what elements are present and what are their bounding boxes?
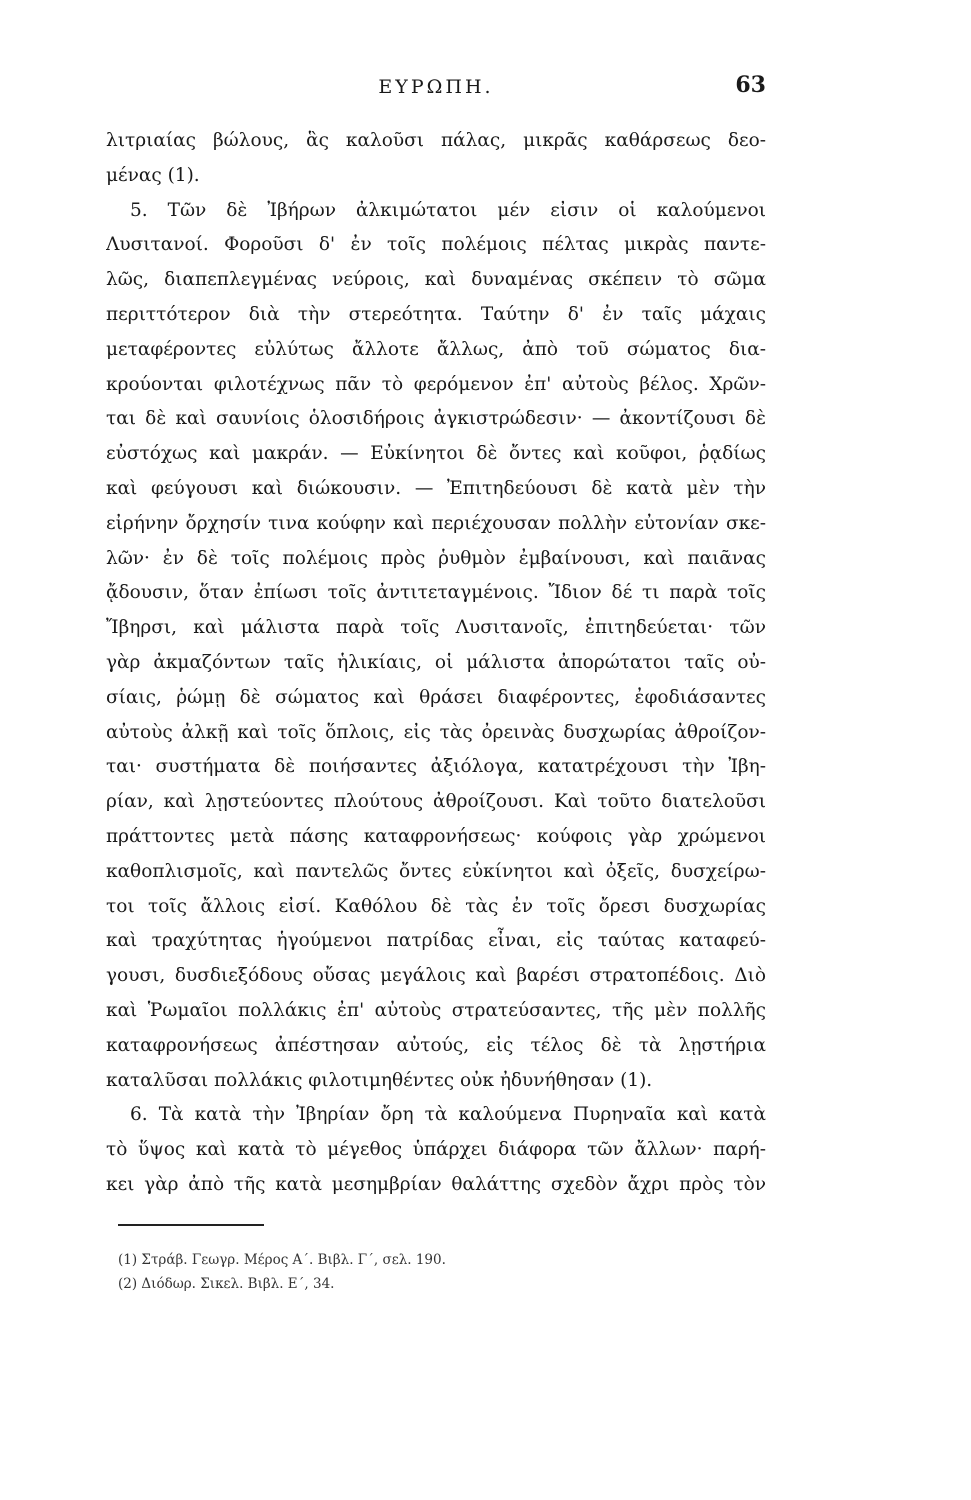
text-line: μεταφέροντες εὐλύτως ἄλλοτε ἄλλως, ἀπὸ τοῦ σώματος δια-	[106, 338, 766, 360]
page-number: 63	[735, 72, 766, 98]
text-line: τοι τοῖς ἄλλοις εἰσί. Καθόλου δὲ τὰς ἐν τοῖς ὄρεσι δυσχωρίας	[106, 895, 766, 917]
text-line: λῶς, διαπεπλεγμένας νεύροις, καὶ δυναμένας σκέπειν τὸ σῶμα	[106, 269, 766, 291]
footnote-2: (2) Διόδωρ. Σικελ. Βιβλ. Ε΄, 34.	[118, 1276, 335, 1292]
body-text	[106, 124, 766, 1203]
text-line: εὐστόχως καὶ μακράν. — Εὐκίνητοι δὲ ὄντες καὶ κοῦφοι, ῥᾳδίως	[106, 443, 766, 465]
text-line: ται δὲ καὶ σαυνίοις ὁλοσιδήροις ἀγκιστρώδεσιν· — ἀκοντίζουσι δὲ	[106, 408, 766, 430]
text-line: σίαις, ῥώμῃ δὲ σώματος καὶ θράσει διαφέροντες, ἐφοδιάσαντες	[106, 686, 766, 708]
text-line: καὶ φεύγουσι καὶ διώκουσιν. — Ἐπιτηδεύουσι δὲ κατὰ μὲν τὴν	[106, 477, 766, 499]
page-header	[106, 72, 766, 108]
section-6-start: 6. Τὰ κατὰ τὴν Ἰβηρίαν ὄρη τὰ καλούμενα Πυρηναῖα καὶ κατὰ	[130, 1104, 766, 1126]
section-5-start: 5. Τῶν δὲ Ἰβήρων ἀλκιμώτατοι μέν εἰσιν οἱ καλούμενοι	[130, 199, 766, 221]
text-line: καὶ τραχύτητας ἡγούμενοι πατρίδας εἶναι, εἰς ταύτας καταφεύ-	[106, 930, 766, 952]
text-line: ρίαν, καὶ λῃστεύοντες πλούτους ἀθροίζουσι. Καὶ τοῦτο διατελοῦσι	[106, 791, 766, 813]
text-line: Ἴβηρσι, καὶ μάλιστα παρὰ τοῖς Λυσιτανοῖς, ἐπιτηδεύεται· τῶν	[106, 617, 766, 639]
text-line: γουσι, δυσδιεξόδους οὔσας μεγάλοις καὶ βαρέσι στρατοπέδοις. Διὸ	[106, 965, 766, 987]
text-line: κρούονται φιλοτέχνως πᾶν τὸ φερόμενον ἐπ' αὐτοὺς βέλος. Χρῶν-	[106, 373, 766, 395]
text-line: μένας (1).	[106, 164, 200, 186]
running-head: ΕΥΡΩΠΗ.	[378, 76, 494, 98]
text-line: γὰρ ἀκμαζόντων ταῖς ἡλικίαις, οἱ μάλιστα ἀπορώτατοι ταῖς οὐ-	[106, 651, 766, 673]
text-line: αὐτοὺς ἀλκῇ καὶ τοῖς ὅπλοις, εἰς τὰς ὀρεινὰς δυσχωρίας ἀθροίζον-	[106, 721, 766, 743]
text-line: ται· συστήματα δὲ ποιήσαντες ἀξιόλογα, κατατρέχουσι τὴν Ἰβη-	[106, 756, 766, 778]
text-line: πράττοντες μετὰ πάσης καταφρονήσεως· κούφοις γὰρ χρώμενοι	[106, 825, 766, 847]
text-line: καὶ Ῥωμαῖοι πολλάκις ἐπ' αὐτοὺς στρατεύσαντες, τῆς μὲν πολλῆς	[106, 999, 766, 1021]
footnote-divider	[118, 1224, 264, 1226]
text-line: καθοπλισμοῖς, καὶ παντελῶς ὄντες εὐκίνητοι καὶ ὀξεῖς, δυσχείρω-	[106, 860, 766, 882]
text-line: καταφρονήσεως ἀπέστησαν αὐτούς, εἰς τέλος δὲ τὰ λῃστήρια	[106, 1034, 766, 1056]
text-line: περιττότερον διὰ τὴν στερεότητα. Ταύτην δ' ἐν ταῖς μάχαις	[106, 303, 766, 325]
text-line: λῶν· ἐν δὲ τοῖς πολέμοις πρὸς ῥυθμὸν ἐμβαίνουσι, καὶ παιᾶνας	[106, 547, 766, 569]
text-line: λιτριαίας βώλους, ἃς καλοῦσι πάλας, μικρᾶς καθάρσεως δεο-	[106, 130, 766, 151]
footnotes	[118, 1248, 718, 1296]
text-line: ᾄδουσιν, ὅταν ἐπίωσι τοῖς ἀντιτεταγμένοις. Ἴδιον δέ τι παρὰ τοῖς	[106, 582, 766, 604]
text-line: καταλῦσαι πολλάκις φιλοτιμηθέντες οὐκ ἠδυνήθησαν (1).	[106, 1069, 653, 1091]
text-line: εἰρήνην ὄρχησίν τινα κούφην καὶ περιέχουσαν πολλὴν εὐτονίαν σκε-	[106, 512, 766, 534]
text-line: τὸ ὕψος καὶ κατὰ τὸ μέγεθος ὑπάρχει διάφορα τῶν ἄλλων· παρή-	[106, 1139, 766, 1161]
text-line: Λυσιτανοί. Φοροῦσι δ' ἐν τοῖς πολέμοις πέλτας μικρὰς παντε-	[106, 234, 766, 256]
text-line: κει γὰρ ἀπὸ τῆς κατὰ μεσημβρίαν θαλάττης σχεδὸν ἄχρι πρὸς τὸν	[106, 1173, 766, 1195]
footnote-1: (1) Στράβ. Γεωγρ. Μέρος Α΄. Βιβλ. Γ΄, σελ. 190.	[118, 1252, 446, 1268]
